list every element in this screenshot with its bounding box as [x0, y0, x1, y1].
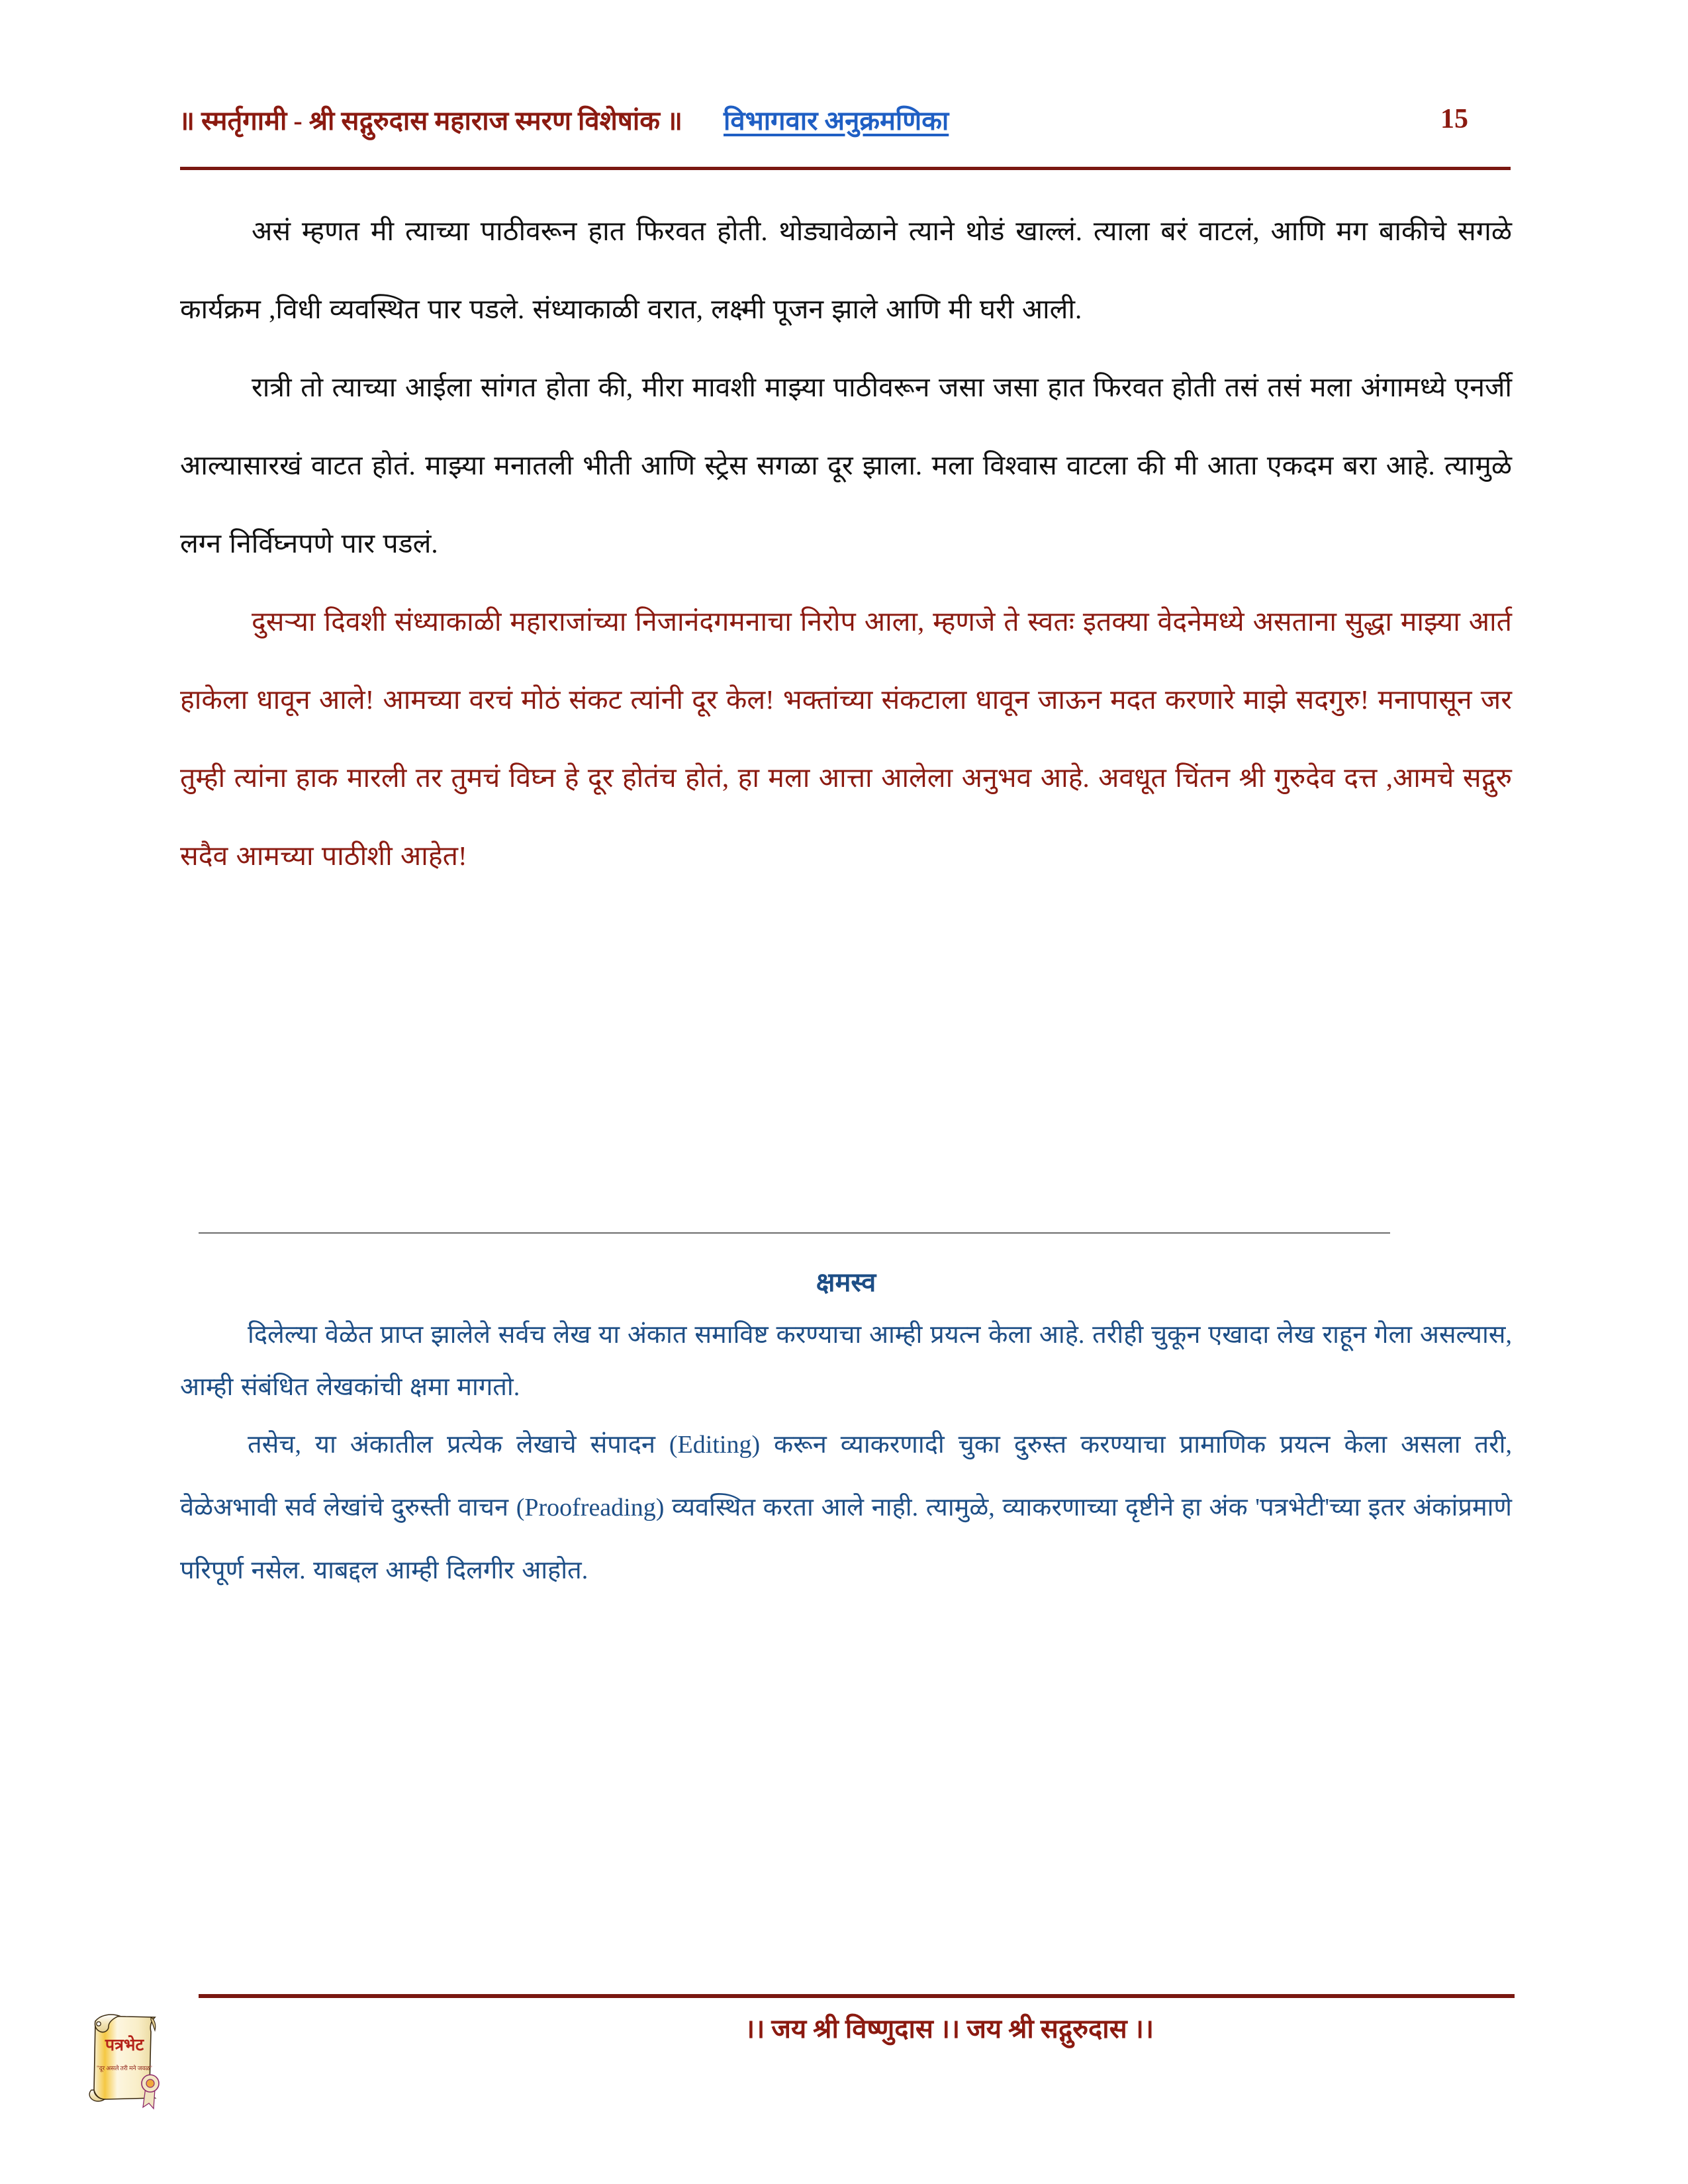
- header-divider: [180, 167, 1511, 170]
- body-paragraph-3: दुसऱ्या दिवशी संध्याकाळी महाराजांच्या निजानंदगमनाचा निरोप आला, म्हणजे ते स्वतः इतक्या वेदनेमध्ये असताना सुद्धा माझ्या आर्त हाकेला धावून आले! आमच्या वरचं मोठं संकट त्यांनी दूर केल! भक्तांच्या संकटाला धावून जाऊन मदत करणारे माझे सद‌गुरु! मनापासून जर तुम्ही त्यांना हाक मारली तर तुमचं विघ्न हे दूर होतंच होतं, हा मला आत्ता आलेला अनुभव आहे. अवधूत चिंतन श्री गुरुदेव दत्त ,आमचे सद्गुरु सदैव आमच्या पाठीशी आहेत!: [180, 606, 1512, 871]
- body-paragraph-2: रात्री तो त्याच्या आईला सांगत होता की, मीरा मावशी माझ्या पाठीवरून जसा जसा हात फिरवत होती तसं तसं मला अंगामध्ये एनर्जी आल्यासारखं वाटत होतं. माझ्या मनातली भीती आणि स्ट्रेस सगळा दूर झाला. मला विश्वास वाटला की मी आता एकदम बरा आहे. त्यामुळे लग्न निर्विघ्नपणे पार पडलं.: [180, 372, 1512, 559]
- index-link[interactable]: विभागवार अनुक्रमणिका: [723, 105, 949, 136]
- svg-text:पत्रभेट: पत्रभेट: [105, 2036, 144, 2054]
- kshamasva-paragraph-1: दिलेल्या वेळेत प्राप्त झालेले सर्वच लेख या अंकात समाविष्ट करण्याचा आम्ही प्रयत्न केला आहे. तरीही चुकून एखादा लेख राहून गेला असल्यास, आम्ही संबंधित लेखकांची क्षमा मागतो.: [180, 1321, 1512, 1401]
- patrabhet-scroll-logo: [81, 2007, 165, 2111]
- footer-text: ।। जय श्री विष्णुदास ।। जय श्री सद्गुरुदास ।।: [744, 2014, 1154, 2044]
- page-header: [179, 93, 1509, 146]
- main-content: [180, 192, 1512, 895]
- page-number: 15: [1440, 104, 1468, 134]
- kshamasva-paragraph-2: तसेच, या अंकातील प्रत्येक लेखाचे संपादन (Editing) करून व्याकरणादी चुका दुरुस्त करण्याचा प्रामाणिक प्रयत्न केला असला तरी, वेळेअभावी सर्व लेखांचे दुरुस्ती वाचन (Proofreading) व्यवस्थित करता आले नाही. त्यामुळे, व्याकरणाच्या दृष्टीने हा अंक 'पत्रभेटी'च्या इतर अंकांप्रमाणे परिपूर्ण नसेल. याबद्दल आम्ही दिलगीर आहोत.: [180, 1431, 1512, 1584]
- body-paragraph-1: असं म्हणत मी त्याच्या पाठीवरून हात फिरवत होती. थोड्यावेळाने त्याने थोडं खाल्लं. त्याला बरं वाटलं, आणि मग बाकीचे सगळे कार्यक्रम ,विधी व्यवस्थित पार पडले. संध्याकाळी वरात, लक्ष्मी पूजन झाले आणि मी घरी आली.: [180, 216, 1512, 324]
- kshamasva-heading: क्षमस्व: [816, 1267, 876, 1297]
- footer-divider: [199, 1994, 1515, 1998]
- svg-text:"दूर असले तरी मने जवळ": "दूर असले तरी मने जवळ": [97, 2065, 152, 2071]
- section-divider: [199, 1232, 1390, 1234]
- header-title: ॥ स्मर्तृगामी - श्री सद्गुरुदास महाराज स्मरण विशेषांक ॥: [179, 105, 682, 136]
- kshamasva-body: [180, 1309, 1512, 1602]
